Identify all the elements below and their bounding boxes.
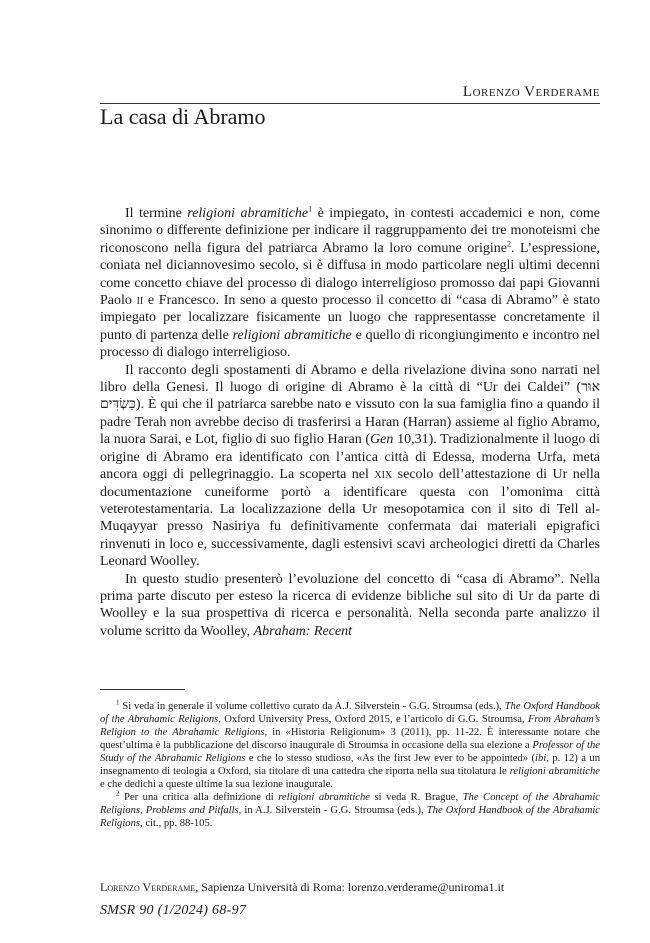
footnote-1: $^1$ Si veda in generale il volume collettivo curato da A.J. Silverstein - G.G. Stroumsa (eds.), The Oxford Handbook of the Abrahamic Religions, Oxford University Press, Oxford 2015, e l’articolo di G.G. Stroumsa, From Abraham’s Religion to the Abrahamic Religions, in «Historia Religionum» 3 (2011), pp. 11-22. È interessante notare che quest’ultima è la pubblicazione del discorso inaugurale di Stroumsa in occasione della sua elezione a Professor of the Study of the Abrahamic Religions e che lo stesso studioso, «As the first Jew ever to be appointed» (ibi, p. 12) a un insegnamento di teologia a Oxford, sia titolare di una cattedra che riporta nella sua titolatura le religioni abramitiche e che dedichi a queste ultime la sua lezione inaugurale. (100, 698, 600, 790)
author-name: Lorenzo Verderame (100, 880, 196, 894)
article-title: La casa di Abramo (100, 104, 266, 129)
journal-citation: SMSR 90 (1/2024) 68-97 (100, 903, 247, 918)
hebrew-text: אוּר כַּשְׂדִּים (100, 380, 600, 413)
footnote-rule (100, 689, 185, 690)
author-affiliation (100, 880, 504, 895)
paragraph-1: Il termine religioni abramitiche$^1$ è impiegato, in contesti accademici e non, come sinonimo o differente definizione per indicare il raggruppamento dei tre monoteismi che riconoscono nella figura del patriarca Abramo la loro comune origine$^2$. L’espressione, coniata nel diciannovesimo secolo, si è diffusa in modo particolare negli ultimi decenni come concetto chiave del processo di dialogo interreligioso promosso dai papi Giovanni Paolo ii e Francesco. In seno a questo processo il concetto di “casa di Abramo” è stato impiegato per localizzare fisicamente un luogo che rappresentasse concretamente il punto di partenza delle religioni abramitiche e quello di ricongiungimento e incontro nel processo di dialogo interreligioso. (100, 204, 601, 361)
running-head: Lorenzo Verderame (462, 84, 600, 100)
footnotes (100, 700, 600, 830)
paragraph-3: In questo studio presenterò l’evoluzione del concetto di “casa di Abramo”. Nella prima parte discuto per esteso la ricerca di evidenze bibliche sul sito di Ur da parte di Woolley e la sua prospettiva di ricerca e personalità. Nella seconda parte analizzo il volume scritto da Woolley, Abraham: Recent (100, 571, 600, 639)
article-body (100, 205, 600, 640)
footnote-ref-2[interactable]: 2 (506, 239, 511, 249)
author-affiliation-email: , Sapienza Università di Roma: lorenzo.verderame@uniroma1.it (195, 880, 505, 894)
footnote-2: $^2$ Per una critica alla definizione di religioni abramitiche si veda R. Brague, The Concept of the Abrahamic Religions, Problems and Pitfalls, in A.J. Silverstein - G.G. Stroumsa (eds.), The Oxford Handbook of the Abrahamic Religions, cit., pp. 88-105. (100, 789, 600, 829)
paragraph-2: Il racconto degli spostamenti di Abramo e della rivelazione divina sono narrati nel libro della Genesi. Il luogo di origine di Abramo è la città di “Ur dei Caldei” (אוּר כַּשְׂדִּים). È qui che il patriarca sarebbe nato e vissuto con la sua famiglia fino a quando il padre Terah non avrebbe deciso di trasferirsi a Haran (Harran) assieme al figlio Abramo, la nuora Sarai, e Lot, figlio di suo figlio Haran (Gen 10,31). Tradizionalmente il luogo di origine di Abramo era identificato con l’antica città di Edessa, moderna Urfa, meta ancora oggi di pellegrinaggio. La scoperta nel xix secolo dell’attestazione di Ur nella documentazione cuneiforme portò a identificare questa con l’omonima città veterotestamentaria. La localizzazione della Ur mesopotamica con il sito di Tell al-Muqayyar presso Nasiriya fu definitivamente confermata dai materiali epigrafici rinvenuti in loco e, successivamente, dagli estensivi scavi archeologici diretti da Charles Leonard Woolley. (100, 362, 600, 570)
footnote-ref-1[interactable]: 1 (308, 204, 313, 214)
